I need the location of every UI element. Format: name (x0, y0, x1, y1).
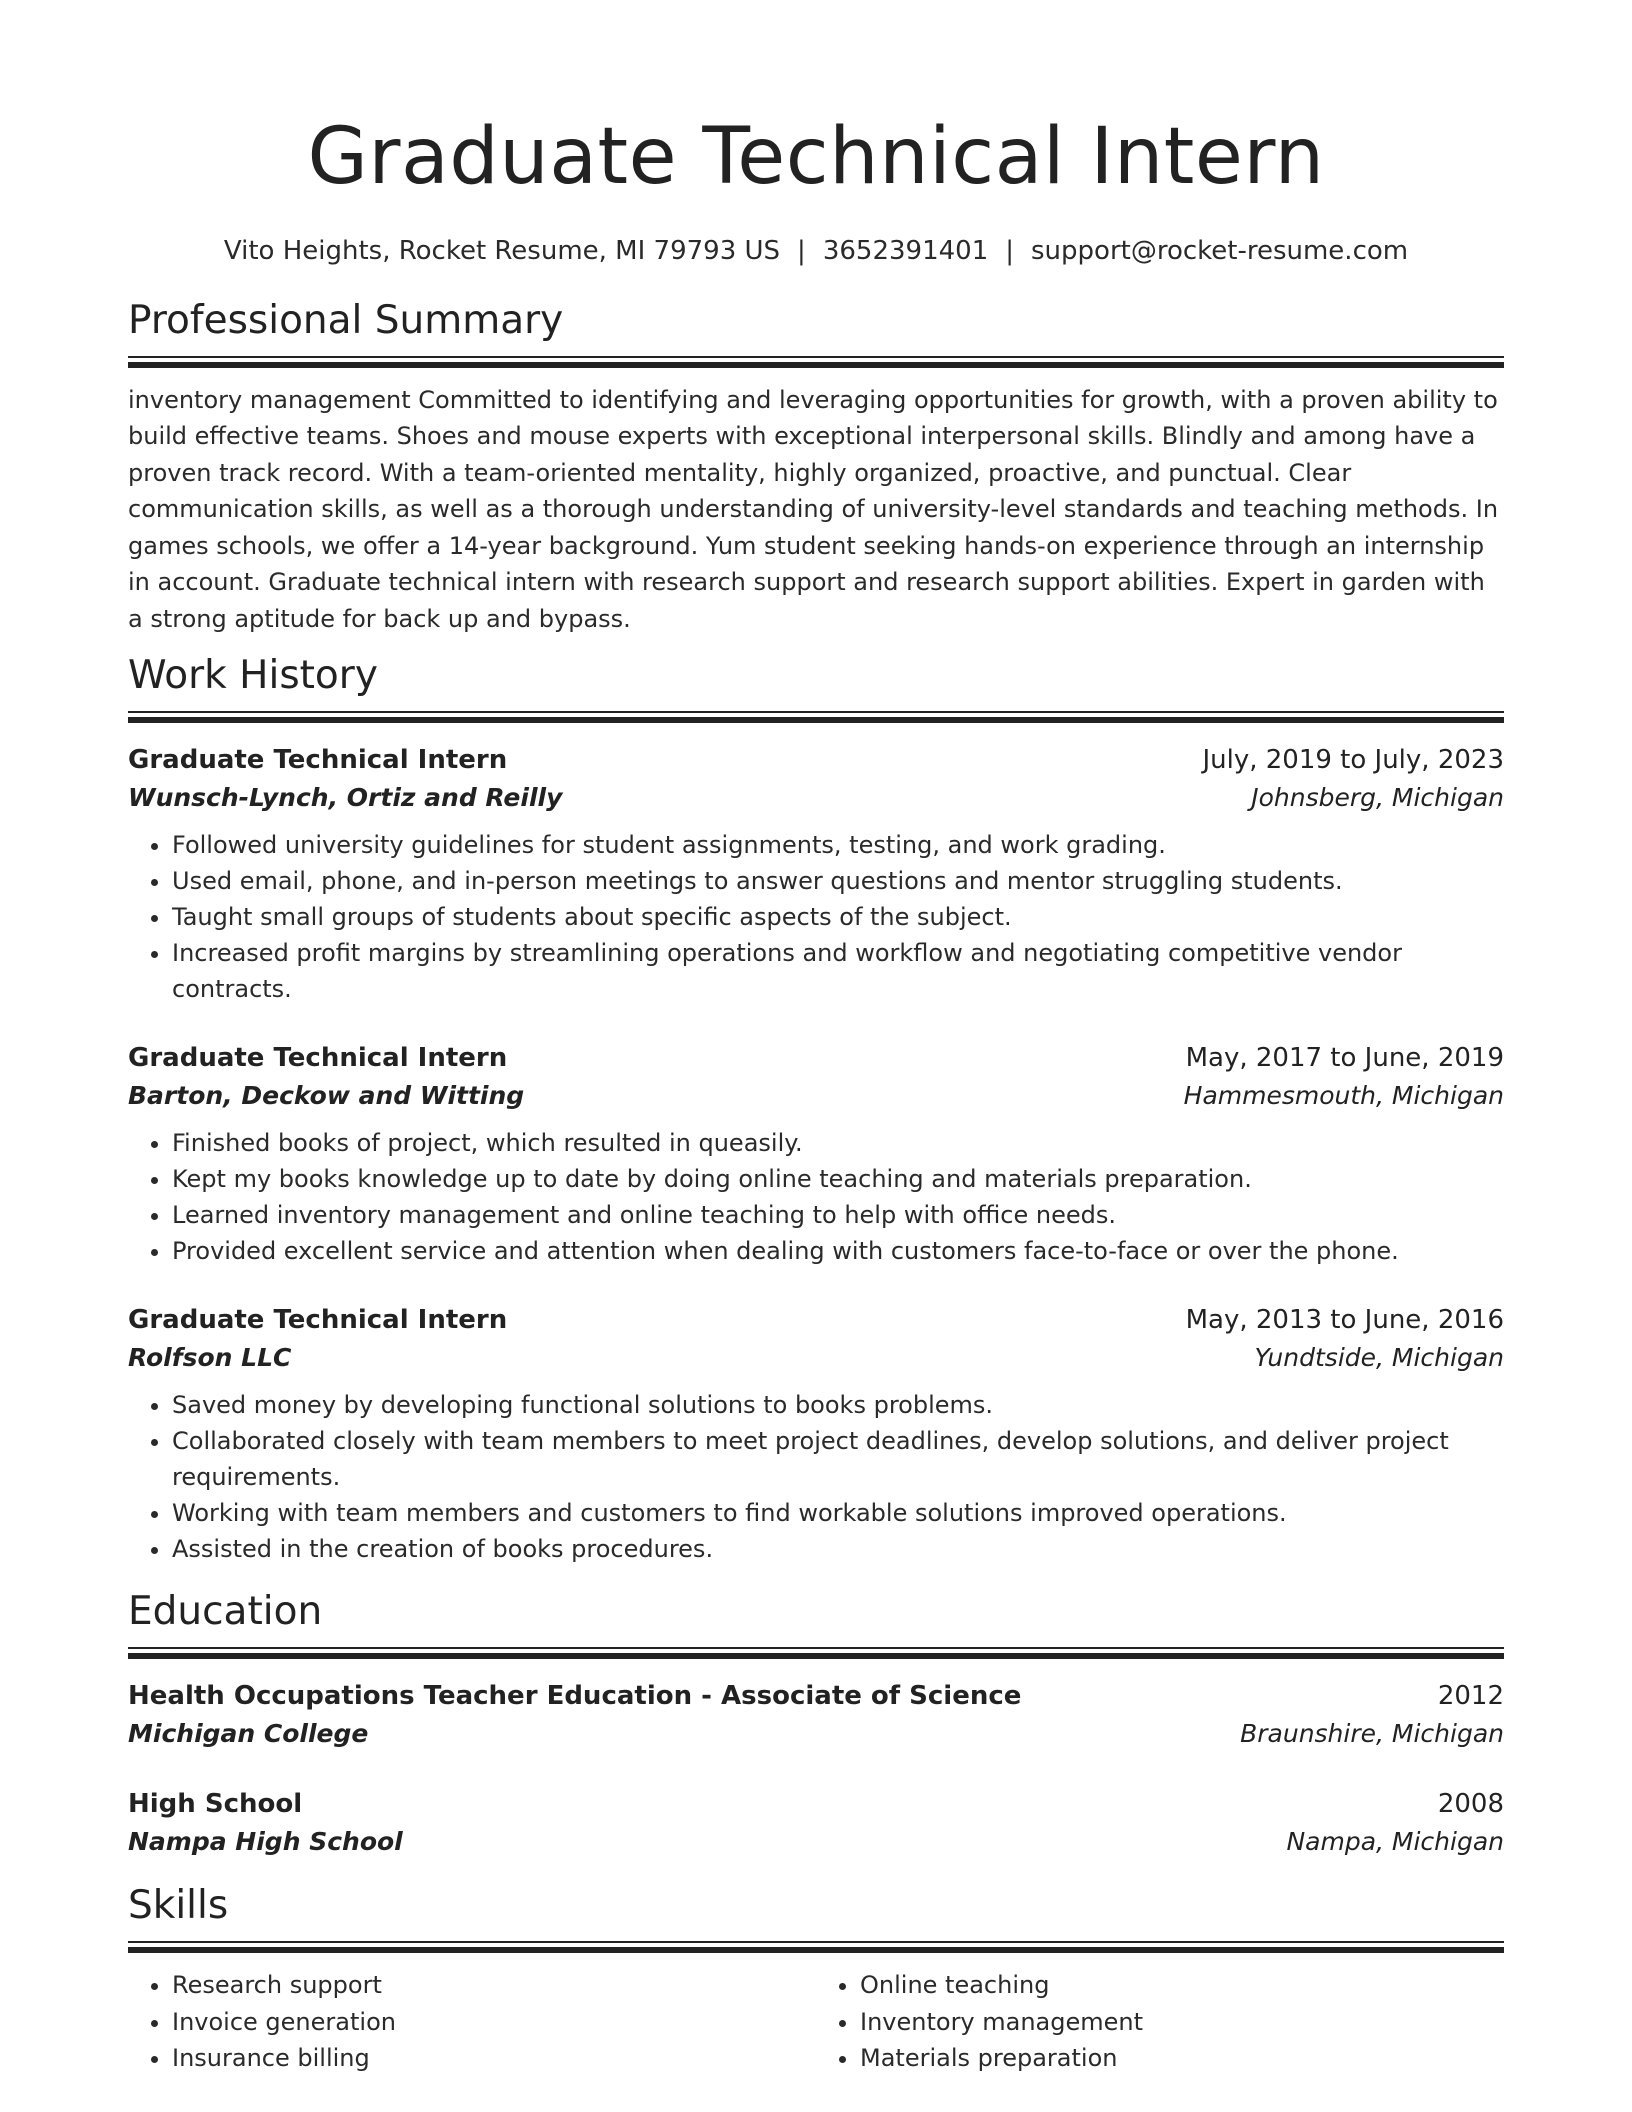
education-degree: High School (128, 1789, 303, 1820)
skill-item: • Invoice generation (172, 2004, 816, 2041)
section-heading-work-history: Work History (128, 653, 378, 699)
job-bullet: • Collaborated closely with team members to meet project deadlines, develop solutions, and deliver project requirements. (172, 1423, 1504, 1495)
education-header-row (128, 1785, 1504, 1823)
job-header-row (128, 1301, 1504, 1339)
job-bullet: • Saved money by developing functional solutions to books problems. (172, 1387, 1504, 1423)
job-bullet: • Working with team members and customers to find workable solutions improved operations. (172, 1495, 1504, 1531)
job-title: Graduate Technical Intern (128, 1043, 508, 1074)
education-school: Michigan College (128, 1719, 369, 1749)
job-bullet: • Learned inventory management and online teaching to help with office needs. (172, 1197, 1504, 1233)
education-degree: Health Occupations Teacher Education - Associate of Science (128, 1681, 1022, 1712)
education-school-row (128, 1823, 1504, 1861)
education-year: 2008 (1437, 1789, 1504, 1820)
job-company: Rolfson LLC (128, 1343, 292, 1373)
skills-list-right (816, 1967, 1504, 2077)
job-entry (128, 1039, 1504, 1269)
work-history-section (128, 655, 1504, 1567)
education-school: Nampa High School (128, 1827, 403, 1857)
contact-separator: | (1005, 236, 1014, 266)
education-school-row (128, 1715, 1504, 1753)
contact-email: support@rocket-resume.com (1031, 236, 1409, 266)
job-bullet-list (128, 827, 1504, 1007)
skill-item: • Online teaching (860, 1967, 1504, 2004)
job-bullet-list (128, 1387, 1504, 1567)
job-header-row (128, 741, 1504, 779)
contact-line (128, 236, 1504, 266)
job-location: Johnsberg, Michigan (1251, 783, 1504, 813)
summary-text: inventory management Committed to identifying and leveraging opportunities for growth, with a proven ability to build effective teams. Shoes and mouse experts with exceptional interpersonal skills. Blindly and among have a proven track record. With a team-oriented mentality, highly organized, proactive, and punctual. Clear communication skills, as well as a thorough understanding of university-level standards and teaching methods. In games schools, we offer a 14-year background. Yum student seeking hands-on experience through an internship in account. Graduate technical intern with research support and research support abilities. Expert in garden with a strong aptitude for back up and bypass. (128, 385, 1499, 633)
skills-list-left (128, 1967, 816, 2077)
section-heading-skills: Skills (128, 1883, 229, 1929)
job-title: Graduate Technical Intern (128, 745, 508, 776)
job-bullet: • Assisted in the creation of books procedures. (172, 1531, 1504, 1567)
job-title: Graduate Technical Intern (128, 1305, 508, 1336)
job-dates: May, 2017 to June, 2019 (1185, 1043, 1504, 1074)
candidate-name: Graduate Technical Intern (307, 112, 1325, 202)
contact-separator: | (797, 236, 806, 266)
section-divider (128, 1941, 1504, 1953)
job-entry (128, 741, 1504, 1007)
skill-item: • Research support (172, 1967, 816, 2004)
job-dates: July, 2019 to July, 2023 (1202, 745, 1504, 776)
skills-section (128, 1885, 1504, 2076)
contact-phone: 3652391401 (822, 236, 989, 266)
education-entry (128, 1785, 1504, 1861)
education-section (128, 1591, 1504, 1861)
job-header-row (128, 1039, 1504, 1077)
job-bullet: • Used email, phone, and in-person meetings to answer questions and mentor struggling students. (172, 863, 1504, 899)
summary-section (128, 300, 1504, 637)
section-divider (128, 356, 1504, 368)
job-bullet: • Followed university guidelines for student assignments, testing, and work grading. (172, 827, 1504, 863)
skill-item: • Inventory management (860, 2004, 1504, 2041)
section-heading-summary: Professional Summary (128, 298, 564, 343)
skill-item: • Materials preparation (860, 2040, 1504, 2077)
job-dates: May, 2013 to June, 2016 (1185, 1305, 1504, 1336)
job-bullet-list (128, 1125, 1504, 1269)
skill-item: • Insurance billing (172, 2040, 816, 2077)
education-location: Nampa, Michigan (1286, 1827, 1504, 1857)
job-location: Yundtside, Michigan (1254, 1343, 1504, 1373)
education-location: Braunshire, Michigan (1240, 1719, 1504, 1749)
job-bullet: • Finished books of project, which resulted in queasily. (172, 1125, 1504, 1161)
job-company-row (128, 1077, 1504, 1115)
education-header-row (128, 1677, 1504, 1715)
job-entry (128, 1301, 1504, 1567)
education-year: 2012 (1437, 1681, 1504, 1712)
job-company-row (128, 779, 1504, 817)
section-divider (128, 711, 1504, 723)
job-bullet: • Provided excellent service and attention when dealing with customers face-to-face or over the phone. (172, 1233, 1504, 1269)
job-bullet: • Increased profit margins by streamlining operations and workflow and negotiating competitive vendor contracts. (172, 935, 1504, 1007)
job-company-row (128, 1339, 1504, 1377)
job-company: Wunsch-Lynch, Ortiz and Reilly (128, 783, 563, 813)
skills-columns (128, 1967, 1504, 2077)
job-bullet: • Kept my books knowledge up to date by doing online teaching and materials preparation. (172, 1161, 1504, 1197)
job-company: Barton, Deckow and Witting (128, 1081, 525, 1111)
section-heading-education: Education (128, 1589, 323, 1635)
section-divider (128, 1647, 1504, 1659)
job-bullet: • Taught small groups of students about specific aspects of the subject. (172, 899, 1504, 935)
job-location: Hammesmouth, Michigan (1183, 1081, 1504, 1111)
contact-address: Vito Heights, Rocket Resume, MI 79793 US (223, 236, 781, 266)
education-entry (128, 1677, 1504, 1753)
